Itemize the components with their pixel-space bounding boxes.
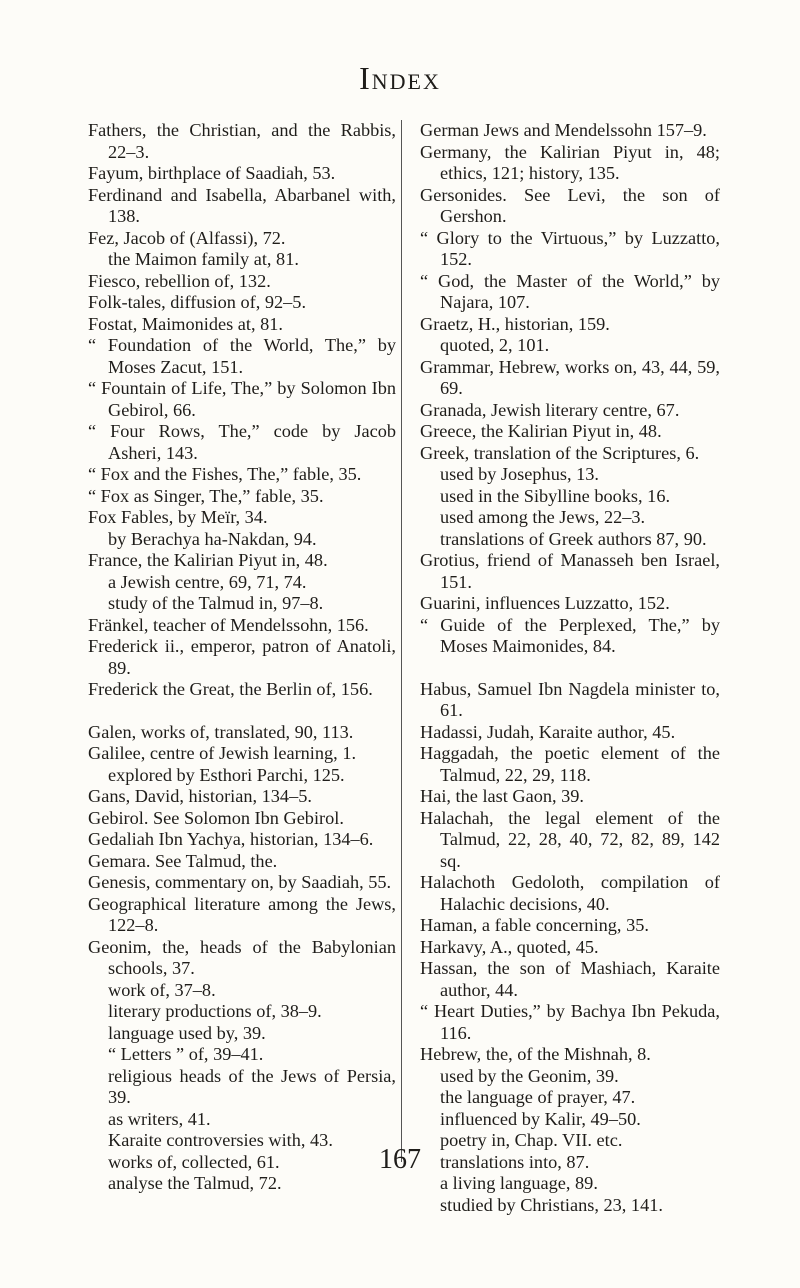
index-entry: Granada, Jewish literary centre, 67. xyxy=(420,399,680,420)
index-subentry: studied by Christians, 23, 141. xyxy=(440,1194,663,1215)
index-entry: Fiesco, rebellion of, 132. xyxy=(88,270,271,291)
section-gap xyxy=(88,701,396,722)
index-entry: “ Heart Duties,” by Bachya Ibn Pekuda, 116. xyxy=(420,1001,720,1043)
index-entry: “ Four Rows, The,” code by Jacob Asheri, 143. xyxy=(88,421,396,463)
index-subentry: the language of prayer, 47. xyxy=(440,1087,636,1107)
index-subentry: the Maimon family at, 81. xyxy=(108,249,299,269)
index-subentry: language used by, 39. xyxy=(108,1022,266,1043)
index-entry: Galen, works of, translated, 90, 113. xyxy=(88,721,354,742)
section-gap xyxy=(420,658,720,679)
index-subentry: explored by Esthori Parchi, 125. xyxy=(108,764,345,785)
index-entry: German Jews and Mendelssohn 157–9. xyxy=(420,120,707,140)
index-entry: Hadassi, Judah, Karaite author, 45. xyxy=(420,721,676,742)
index-column-right xyxy=(420,120,720,1216)
index-subentry: used by Josephus, 13. xyxy=(440,464,599,484)
index-entry: Hassan, the son of Mashiach, Karaite author, 44. xyxy=(420,958,720,1000)
index-subentry: analyse the Talmud, 72. xyxy=(108,1173,282,1193)
column-divider xyxy=(401,120,402,1162)
index-entry: Halachoth Gedoloth, compilation of Halachic decisions, 40. xyxy=(420,872,720,914)
index-entry: Gans, David, historian, 134–5. xyxy=(88,786,312,806)
index-entry: Grammar, Hebrew, works on, 43, 44, 59, 69. xyxy=(420,356,720,398)
index-entry: Graetz, H., historian, 159. xyxy=(420,313,610,334)
index-entry: “ Fountain of Life, The,” by Solomon Ibn Gebirol, 66. xyxy=(88,378,396,420)
index-entry: Habus, Samuel Ibn Nagdela minister to, 61. xyxy=(420,678,720,720)
index-entry: Hai, the last Gaon, 39. xyxy=(420,786,584,806)
index-entry: Ferdinand and Isabella, Abarbanel with, 138. xyxy=(88,184,396,226)
index-column-left xyxy=(88,120,396,1195)
index-entry: Guarini, influences Luzzatto, 152. xyxy=(420,593,670,613)
index-entry: Greek, translation of the Scriptures, 6. xyxy=(420,442,700,463)
index-entry: Fox Fables, by Meïr, 34. xyxy=(88,507,268,527)
index-entry: “ Glory to the Virtuous,” by Luzzatto, 152. xyxy=(420,227,720,269)
index-entry: Fathers, the Christian, and the Rabbis, 22–3. xyxy=(88,120,396,162)
index-subentry: “ Letters ” of, 39–41. xyxy=(108,1044,264,1064)
index-subentry: Karaite controversies with, 43. xyxy=(108,1130,333,1150)
index-entry: “ Foundation of the World, The,” by Moses Zacut, 151. xyxy=(88,335,396,377)
index-subentry: as writers, 41. xyxy=(108,1108,211,1129)
index-entry: Grotius, friend of Manasseh ben Israel, 151. xyxy=(420,550,720,592)
index-entry: “ Fox as Singer, The,” fable, 35. xyxy=(88,485,324,506)
index-subentry: poetry in, Chap. VII. etc. xyxy=(440,1130,623,1150)
index-subentry: by Berachya ha-Nakdan, 94. xyxy=(108,528,317,549)
index-entry: Haggadah, the poetic element of the Talmud, 22, 29, 118. xyxy=(420,743,720,785)
index-entry: Genesis, commentary on, by Saadiah, 55. xyxy=(88,872,392,892)
index-subentry: used among the Jews, 22–3. xyxy=(440,507,646,527)
index-subentry: literary productions of, 38–9. xyxy=(108,1001,322,1021)
index-entry: Folk-tales, diffusion of, 92–5. xyxy=(88,292,307,312)
index-subentry: used in the Sibylline books, 16. xyxy=(440,485,671,506)
index-entry: Harkavy, A., quoted, 45. xyxy=(420,936,599,957)
index-entry: Haman, a fable concerning, 35. xyxy=(420,915,649,935)
index-entry: Geographical literature among the Jews, 122–8. xyxy=(88,893,396,935)
index-subentry: used by the Geonim, 39. xyxy=(440,1065,619,1086)
index-entry: Germany, the Kalirian Piyut in, 48; ethics, 121; history, 135. xyxy=(420,141,720,183)
index-subentry: translations of Greek authors 87, 90. xyxy=(440,528,707,549)
index-subentry: work of, 37–8. xyxy=(108,979,216,1000)
index-entry: Frederick the Great, the Berlin of, 156. xyxy=(88,679,373,699)
index-entry: France, the Kalirian Piyut in, 48. xyxy=(88,550,328,570)
index-subentry: a living language, 89. xyxy=(440,1173,598,1193)
index-entry: Hebrew, the, of the Mishnah, 8. xyxy=(420,1044,651,1064)
index-subentry: works of, collected, 61. xyxy=(108,1151,280,1172)
page-title: Index xyxy=(359,60,441,96)
index-entry: “ Guide of the Perplexed, The,” by Moses Maimonides, 84. xyxy=(420,614,720,656)
index-entry: Gersonides. See Levi, the son of Gershon. xyxy=(420,184,720,226)
index-entry: Geonim, the, heads of the Babylonian schools, 37. xyxy=(88,936,396,978)
index-entry: Fostat, Maimonides at, 81. xyxy=(88,313,283,334)
index-subentry: translations into, 87. xyxy=(440,1151,590,1172)
index-entry: “ God, the Master of the World,” by Najara, 107. xyxy=(420,270,720,312)
index-entry: Gemara. See Talmud, the. xyxy=(88,850,278,871)
index-entry: Galilee, centre of Jewish learning, 1. xyxy=(88,743,357,763)
index-subentry: influenced by Kalir, 49–50. xyxy=(440,1108,641,1129)
index-subentry: quoted, 2, 101. xyxy=(440,335,550,355)
index-entry: Fayum, birthplace of Saadiah, 53. xyxy=(88,163,336,183)
index-entry: “ Fox and the Fishes, The,” fable, 35. xyxy=(88,464,362,484)
index-entry: Fränkel, teacher of Mendelssohn, 156. xyxy=(88,614,369,635)
index-subentry: religious heads of the Jews of Persia, 39. xyxy=(108,1065,396,1107)
page-number: 167 xyxy=(379,1144,421,1175)
index-entry: Halachah, the legal element of the Talmud, 22, 28, 40, 72, 82, 89, 142 sq. xyxy=(420,807,720,871)
index-entry: Greece, the Kalirian Piyut in, 48. xyxy=(420,421,662,441)
index-subentry: a Jewish centre, 69, 71, 74. xyxy=(108,571,307,592)
index-entry: Gedaliah Ibn Yachya, historian, 134–6. xyxy=(88,829,374,849)
index-subentry: study of the Talmud in, 97–8. xyxy=(108,593,324,613)
index-entry: Frederick ii., emperor, patron of Anatoli, 89. xyxy=(88,636,396,678)
index-entry: Fez, Jacob of (Alfassi), 72. xyxy=(88,227,286,248)
index-entry: Gebirol. See Solomon Ibn Gebirol. xyxy=(88,807,344,828)
